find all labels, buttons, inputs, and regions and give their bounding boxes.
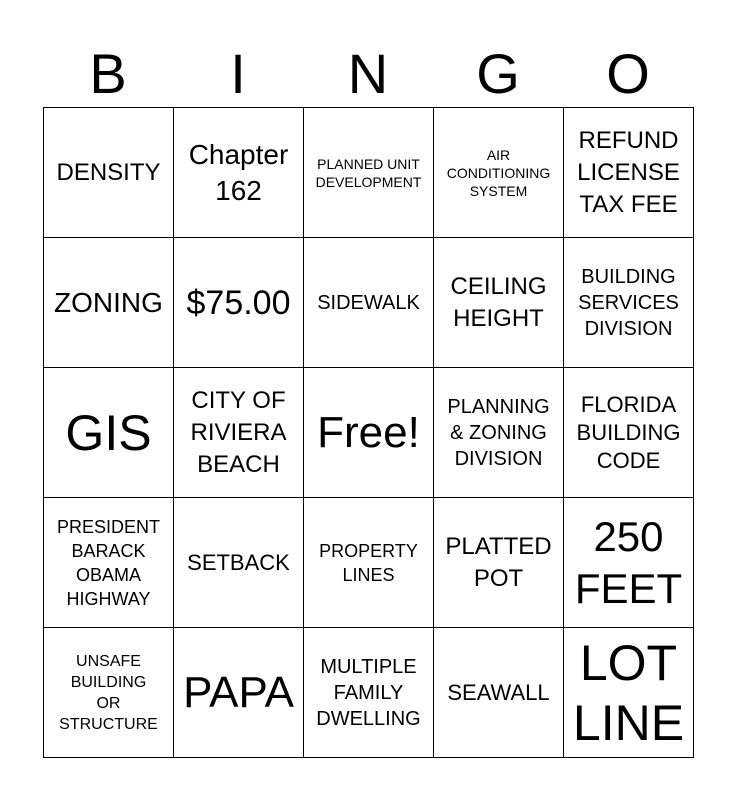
free-space-cell[interactable] [304, 368, 434, 498]
cell-text: CITY OF RIVIERA BEACH [190, 386, 287, 478]
bingo-header [43, 40, 693, 108]
cell-text: SIDEWALK [317, 291, 420, 314]
bingo-cell[interactable] [434, 628, 564, 758]
bingo-cell[interactable] [304, 238, 434, 368]
header-letter-i: I [230, 42, 246, 105]
bingo-cell[interactable] [564, 498, 694, 628]
bingo-cell[interactable] [434, 108, 564, 238]
cell-text: PROPERTY LINES [319, 540, 418, 585]
bingo-cell[interactable] [434, 368, 564, 498]
cell-text: UNSAFE BUILDING OR STRUCTURE [59, 652, 158, 733]
cell-text: BUILDING SERVICES DIVISION [578, 265, 679, 340]
cell-text: ZONING [54, 286, 163, 318]
bingo-cell[interactable] [434, 238, 564, 368]
cell-text: PAPA [183, 667, 294, 717]
header-letter-n: N [347, 42, 389, 105]
cell-text: SEAWALL [447, 679, 550, 705]
cell-text: DENSITY [56, 158, 161, 186]
bingo-cell[interactable] [304, 628, 434, 758]
bingo-cell[interactable] [44, 498, 174, 628]
cell-text: FLORIDA BUILDING CODE [576, 391, 681, 473]
bingo-cell[interactable] [174, 368, 304, 498]
cell-text: AIR CONDITIONING SYSTEM [446, 146, 551, 199]
cell-text: PLANNED UNIT DEVELOPMENT [315, 155, 422, 190]
header-letter-g: G [476, 42, 520, 105]
bingo-cell[interactable] [44, 368, 174, 498]
cell-text: LOT LINE [572, 634, 685, 751]
cell-text: Free! [317, 407, 420, 457]
bingo-cell[interactable] [44, 108, 174, 238]
cell-text: $75.00 [186, 283, 291, 322]
cell-text: SETBACK [187, 549, 290, 575]
bingo-cell[interactable] [564, 628, 694, 758]
bingo-card-grid [43, 107, 694, 758]
bingo-cell[interactable] [564, 238, 694, 368]
bingo-cell[interactable] [44, 238, 174, 368]
bingo-cell[interactable] [304, 498, 434, 628]
bingo-cell[interactable] [174, 498, 304, 628]
bingo-cell[interactable] [174, 628, 304, 758]
cell-text: GIS [65, 404, 152, 461]
cell-text: 250 FEET [574, 512, 683, 612]
header-letter-b: B [89, 42, 127, 105]
cell-text: MULTIPLE FAMILY DWELLING [316, 655, 421, 730]
bingo-cell[interactable] [174, 238, 304, 368]
bingo-cell[interactable] [174, 108, 304, 238]
cell-text: PRESIDENT BARACK OBAMA HIGHWAY [56, 516, 161, 609]
bingo-cell[interactable] [564, 368, 694, 498]
bingo-cell[interactable] [44, 628, 174, 758]
bingo-cell[interactable] [564, 108, 694, 238]
cell-text: REFUND LICENSE TAX FEE [577, 126, 680, 218]
bingo-cell[interactable] [434, 498, 564, 628]
cell-text: PLATTED POT [445, 532, 552, 592]
bingo-cell[interactable] [304, 108, 434, 238]
header-letter-o: O [606, 42, 650, 105]
cell-text: PLANNING & ZONING DIVISION [447, 395, 550, 470]
cell-text: Chapter 162 [188, 138, 289, 206]
cell-text: CEILING HEIGHT [450, 272, 547, 332]
